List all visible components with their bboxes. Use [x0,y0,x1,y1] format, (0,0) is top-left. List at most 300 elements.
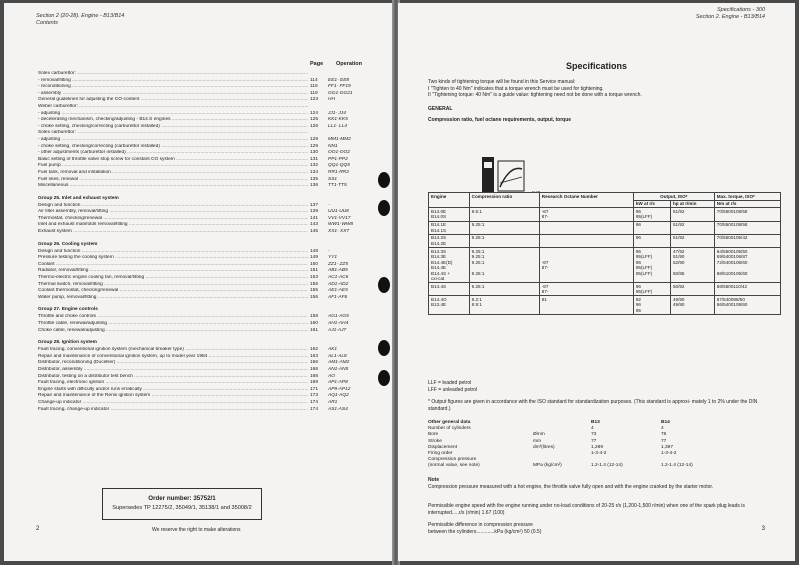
left-header-contents: Contents [36,20,59,26]
spec-cell-c: 8.2:1 8.9:1 [469,296,539,315]
contents-row [38,354,372,361]
row-title: - removal/fitting ..... [38,78,308,85]
row-title: Group 28. Ignition system [38,340,97,346]
row-operation: NN1 [328,143,338,149]
row-page: 173 [310,393,324,400]
contents-row [38,150,372,157]
row-title: - choke setting, checking/correcting (carburettor installed) ..... [38,144,308,151]
contents-row [38,163,372,170]
contents-row [38,97,372,104]
contents-row [38,400,372,407]
other-cell-l: Compression pressure [428,457,477,463]
row-page: 155 [310,288,324,295]
th-nm: Nm at r/s [714,200,780,208]
spec-cell-hp: 51/92 [670,221,714,234]
row-title: Thermostat, checking/renewal ..... [38,216,308,223]
contents-row [38,268,372,275]
other-data-row [428,463,728,469]
contents-row [38,117,372,124]
other-cell-b: 4 [661,426,664,432]
spec-cell-t: 70/5500105/42 [714,234,780,247]
row-title: Distributor, reconditioning (Ducellier) ..... [38,360,308,367]
row-title: Pressure testing the cooling system ..... [38,255,308,262]
row-operation: AD1-AD2 [328,281,349,287]
row-operation: QQ1-QQ5 [328,163,350,169]
row-operation: VV1-VV17 [328,215,351,221]
row-title: Throttle and choke controls ..... [38,314,308,321]
row-operation: AH1-AH4 [328,321,349,326]
spec-row [429,247,781,282]
engine-figure [482,157,554,195]
contents-row [38,347,372,354]
contents-row [38,157,372,164]
spec-cell-t: 64/5500105/50 69/5400106/87 72/5400108/60 68/5100105/60 [714,247,780,282]
note-text-2: Permissible engine speed with the engine running under no-load conditions of 20-25 r/s (1,200-1,500 r/min) when one of the spark plug leads is interrupted.....r/s (r/min) 1.67 (100) [428,503,745,516]
note-text-4: between the cylinders.............kPa (kg/cm²) 50 (0.5) [428,529,542,535]
right-page [398,3,795,561]
iso-footnote: * Output figures are given in accordance with the ISO standard for standardization purposes. (This standard is approxi- mately 1 to 2% under the DIN standard.) [428,399,758,412]
contents-row [38,275,372,282]
row-page: 169 [310,380,324,387]
figure-pump-window [484,162,492,168]
row-title: Throttle cable, renewal/adjusting ..... [38,321,308,328]
row-title: - choke setting, checking/correcting (carburettor installed) ..... [38,124,308,131]
row-page: 166 [310,367,324,374]
row-page: 114 [310,78,324,85]
other-cell-u: Ømm [533,432,545,438]
torque-intro [428,79,778,99]
other-cell-b: 77 [661,438,667,444]
other-cell-u: dm³(litres) [533,444,555,450]
spec-cell-r: -87 87- [539,208,633,221]
row-title: Radiator, removal/fitting ..... [38,268,308,275]
binder-hole [378,200,390,216]
spec-cell-t: 70/5500108/58 [714,208,780,221]
contents-group-heading [38,241,372,249]
contents-row [38,229,372,236]
contents-row [38,104,372,111]
contents-row [38,183,372,190]
right-page-number: 3 [761,526,765,532]
contents-row [38,380,372,387]
other-cell-b: 1-3-4-2 [661,450,677,456]
spec-row [429,234,781,247]
contents-list [38,61,372,413]
col-b13: B13 [591,420,600,425]
row-title: Water pump, removal/fitting ..... [38,295,308,302]
row-title: Group 27. Engine controls [38,307,98,313]
row-title: Miscellaneous ..... [38,183,308,190]
row-title: - adjusting ..... [38,111,308,118]
th-compression: Compression ratio [469,193,539,208]
row-operation: ZZ1- ZZ5 [328,261,348,267]
spec-cell-c: 9.25:1 9.25:1 9.25:1 9.25:1 [469,247,539,282]
spec-row [429,296,781,315]
spec-cell-hp: 47/92 51/90 52/90 50/85 [670,247,714,282]
row-operation: AK1 [328,347,338,353]
row-page: 128 [310,137,324,144]
other-cell-l: Number of cylinders [428,426,471,432]
other-cell-l: Firing order [428,450,453,456]
left-header [36,13,124,27]
row-operation: AG1-AG5 [328,314,349,320]
row-page: 156 [310,295,324,302]
contents-row [38,282,372,289]
row-page: 143 [310,222,324,229]
contents-row [38,111,372,118]
spec-table [428,192,781,315]
contents-row [38,262,372,269]
row-operation: FF1- FF19 [328,84,351,90]
contents-row [38,177,372,184]
other-cell-l: Bore [428,432,439,438]
row-title: Design and function ..... [38,249,308,256]
row-title: Air filter assembly, removal/fitting ..... [38,209,308,216]
contents-row [38,78,372,85]
spec-cell-r: -87 87- [539,283,633,296]
row-title: Solex carburettor: ..... [38,71,308,78]
binder-hole [378,370,390,386]
contents-row [38,374,372,381]
th-torque: Max. torque, ISO* [714,193,780,201]
contents-row [38,124,372,131]
row-operation: MM1-MM2 [328,136,351,142]
other-data-rows [428,426,728,469]
spec-cell-hp: 51/92 [670,208,714,221]
spec-cell-e: B14.0E B14.0S [429,208,470,221]
row-title: Repair and maintenance of the Renix ignition system ..... [38,393,308,400]
page-title: Specifications [565,61,628,71]
row-operation: SS1 [328,176,338,182]
spec-cell-r [539,234,633,247]
binder-hole [378,277,390,293]
row-operation: AR1 [328,399,338,405]
spec-cell-c: 9.25:1 [469,234,539,247]
row-operation: HH [328,97,335,103]
row-operation: XX1- XX7 [328,229,350,235]
row-page: 155 [310,282,324,289]
spec-cell-kw: 96 95(LFF) [633,283,670,296]
row-page: 136 [310,183,324,190]
row-operation: LL1- LL4 [328,123,347,129]
contents-row [38,91,372,98]
figure-label: M 106 [532,190,541,194]
row-operation: TT1-TT5 [328,183,347,189]
row-title: Fuel lines, renewal ..... [38,177,308,184]
row-page: 150 [310,262,324,269]
row-operation: UU1-UU8 [328,209,349,215]
row-title: Exhaust system ..... [38,229,308,236]
row-title: Engine starts with difficulty and/or runs erratically ..... [38,387,308,394]
row-page: 131 [310,157,324,164]
other-cell-l: Displacement [428,444,458,450]
spec-cell-e: B14.2S B14.2E [429,234,470,247]
contents-row [38,255,372,262]
left-header-section: Section 2 (20-28). Engine - B13/B14 [36,13,125,19]
spec-cell-e: B14.1E B14.1S [429,221,470,234]
th-kw: kW at r/s [633,200,670,208]
spec-cell-t: 70/5500108/58 [714,221,780,234]
row-page: 129 [310,144,324,151]
contents-row [38,249,372,256]
contents-row [38,367,372,374]
contents-row [38,321,372,328]
row-page: 160 [310,321,324,328]
row-title: Fuel tank, removal and installation ..... [38,170,308,177]
spec-cell-t: 67/540088/50 66/5400108/60 [714,296,780,315]
row-page: 158 [310,314,324,321]
row-title: Thermal switch, removal/fitting ..... [38,282,308,289]
figure-graph [498,161,524,191]
row-title: Solex carburettor: ..... [38,130,308,137]
spec-row [429,283,781,296]
row-page: 119 [310,91,324,98]
row-page: 149 [310,255,324,262]
row-page: 137 [310,203,324,210]
contents-row [38,295,372,302]
row-title: Distributor, testing on a distributor test bench ..... [38,374,308,381]
spec-cell-e: B14.4S [429,283,470,296]
spec-cell-hp: 51/92 [670,234,714,247]
row-page: 148 [310,249,324,256]
petrol-legend [428,380,778,393]
row-title: General guidelines for adjusting the CO-content ..... [38,97,308,104]
binder-hole [378,172,390,188]
order-number: Order number: 35752/1 [148,495,216,502]
spec-cell-hp: 49/90 49/90 [670,296,714,315]
order-box [102,488,262,520]
th-output: Output, ISO* [633,193,714,201]
other-cell-a: 1,289 [591,444,604,450]
spec-cell-c: 9.25:1 [469,283,539,296]
row-operation: KK1-KK5 [328,117,348,123]
contents-row [38,328,372,335]
col-b14: B14 [661,420,670,425]
intro-item-2: II "Tightening torque: 40 Nm" is a guide value: tightening need not be done with a torque wrench. [428,92,642,98]
general-heading: GENERAL [428,106,453,112]
th-hp: hp at r/min [670,200,714,208]
spec-cell-kw: 96 [633,221,670,234]
row-page: 135 [310,177,324,184]
row-page: 163 [310,354,324,361]
spec-cell-kw: 96 [633,234,670,247]
reserve-rights-text: We reserve the right to make alterations [152,527,241,533]
row-page: 153 [310,275,324,282]
row-page: 126 [310,124,324,131]
row-page: 151 [310,268,324,275]
binder-hole [378,340,390,356]
contents-row [38,222,372,229]
row-operation: JJ1- JJ4 [328,110,346,116]
contents-row [38,137,372,144]
spec-cell-r: -87 87- [539,247,633,282]
other-cell-a: 1.2-1.4 (12-14) [591,463,623,469]
spec-row [429,221,781,234]
contents-row [38,393,372,400]
other-cell-a: 4 [591,426,594,432]
row-title: - adjusting ..... [38,137,308,144]
other-cell-b: 1,397 [661,444,674,450]
right-header-spec: Specifications - 300 [717,7,765,13]
row-title: Fault tracing, conventional ignition system (mechanical breaker type) ..... [38,347,308,354]
row-page: 166 [310,360,324,367]
row-title: Thermo-electric engine cooling fan, removal/fitting ..... [38,275,308,282]
other-data-heading: Other general data [428,420,471,425]
contents-row [38,314,372,321]
spec-cell-r [539,221,633,234]
note-heading: Note [428,477,440,483]
row-page: 124 [310,111,324,118]
th-octane: Research Octane Number [539,193,633,208]
left-page-number: 2 [36,526,40,532]
spec-cell-t: 68/5500110/42 [714,283,780,296]
contents-row [38,288,372,295]
row-page: 132 [310,163,324,170]
row-operation: AO [328,373,335,379]
spec-cell-c: 9.25:1 [469,221,539,234]
row-page: 139 [310,209,324,216]
row-page: 130 [310,150,324,157]
other-cell-a: 1-3-4-2 [591,450,607,456]
other-cell-a: 73 [591,432,597,438]
contents-row [38,130,372,137]
other-cell-a: 77 [591,438,597,444]
note-text-3: Permissible difference in compression pressure [428,522,533,528]
intro-item-1: I "Tighten to 40 Nm" indicates that a torque wrench must be used for tightening. [428,85,604,92]
row-title: Basic setting of throttle valve stop screw for constant CO system ..... [38,157,308,164]
row-operation: AM1-AM2 [328,360,350,366]
note-text-1: Compression pressure measured with a hot engine, the throttle valve fully open and with the engine cranked by the starter motor. [428,484,714,490]
other-cell-l: Stroke [428,438,442,444]
row-operation: AP9-AP12 [328,386,351,392]
spec-cell-c: 9.5:1 [469,208,539,221]
contents-row [38,209,372,216]
col-operation-label: Operation [336,61,362,67]
row-title: Coolant thermostat, checking/renewal ..... [38,288,308,295]
spec-cell-hp: 50/92 [670,283,714,296]
col-page-label: Page [310,61,324,67]
spec-cell-kw: 92 96 95 [633,296,670,315]
other-cell-u: mm [533,438,541,444]
other-cell-l: (normal value, see note) [428,463,480,469]
row-operation: AL1-AL8 [328,353,347,359]
row-operation: AS1-AS4 [328,406,348,412]
contents-row [38,216,372,223]
row-operation: EE1- EE8 [328,77,350,83]
row-operation: AJ1-AJ7 [328,327,347,333]
row-operation: WW1-WW8 [328,222,354,228]
contents-group-heading [38,195,372,203]
contents-row [38,407,372,414]
spec-cell-r: 91 [539,296,633,315]
contents-row [38,203,372,210]
contents-row [38,71,372,78]
legend-leaded: LLF = leaded petrol [428,380,472,386]
row-page: 171 [310,387,324,394]
row-page: 141 [310,216,324,223]
row-operation: - [328,248,330,254]
contents-header [38,61,372,71]
contents-row [38,170,372,177]
spec-row [429,208,781,221]
spec-cell-kw: 96 95(LFF) 96 95(LFF) 95(LFF) [633,247,670,282]
subheading: Compression ratio, fuel octane requirements, output, torque [428,117,572,123]
right-header-section: Section 2. Engine - B13/B14 [695,14,765,20]
legend-unleaded: LFF = unleaded petrol [428,386,478,393]
row-operation: PP1-PP2 [328,156,348,162]
spec-table-body [429,208,781,315]
row-title: Weber carburettor: ..... [38,104,308,111]
supersedes-text: Supersedes TP 12275/2, 35049/1, 35138/1 and 35008/2 [112,505,252,511]
row-title: Fuel pump ..... [38,163,308,170]
row-title: - other adjustments (carburettor installed) ..... [38,150,308,157]
row-operation: AF1-AF6 [328,294,348,300]
contents-rows [38,71,372,413]
row-title: Fault tracing, change-up indicator ..... [38,407,308,414]
row-title: Design and function ..... [38,203,308,210]
row-page: 125 [310,117,324,124]
row-title: - assembly ..... [38,91,308,98]
row-title: - decelerating mechanism, checking/adjusting - B14.S engines ..... [38,117,308,124]
spec-cell-e: B14.3S B14.3E B14.4E(D) B14.4E B14.4S + cxi-cat [429,247,470,282]
row-title: - reconditioning ..... [38,84,308,91]
row-title: Choke cable, renewal/adjusting ..... [38,328,308,335]
row-title: Inlet and exhaust manifolds removal/fitting ..... [38,222,308,229]
other-data [428,420,728,470]
contents-row [38,84,372,91]
row-title: Coolant ..... [38,262,308,269]
row-operation: AE1-AE5 [328,288,348,294]
row-title: Group 26. Cooling system [38,241,98,247]
row-title: Change-up indicator ..... [38,400,308,407]
contents-row [38,144,372,151]
th-engine: Engine [429,193,470,208]
row-page: 123 [310,97,324,104]
row-operation: RR1-RR3 [328,169,349,175]
row-page: 168 [310,374,324,381]
row-page: 174 [310,400,324,407]
other-cell-b: 1.2-1.4 (12-14) [661,463,693,469]
row-title: Fault tracing, electronic ignition ..... [38,380,308,387]
row-title: Repair and maintenance of conventional ignition system, up to model year 1984 ..... [38,354,308,361]
row-page: 145 [310,229,324,236]
spec-cell-kw: 96 95(LFF) [633,208,670,221]
row-operation: - [328,202,330,208]
row-operation: OO1-OO2 [328,150,350,156]
row-page: 174 [310,407,324,414]
row-operation: AC1-AC6 [328,275,349,281]
other-cell-u: MPa (kg/cm²) [533,463,562,469]
row-page: 134 [310,170,324,177]
row-operation: YY1 [328,255,338,261]
contents-group-heading [38,306,372,314]
row-operation: AP1-AP8 [328,380,348,386]
contents-group-heading [38,339,372,347]
row-page: 161 [310,328,324,335]
row-page: 116 [310,84,324,91]
row-operation: GG1-GG21 [328,90,353,96]
row-operation: AN1-AN5 [328,366,349,372]
contents-row [38,360,372,367]
row-title: Group 25. Inlet and exhaust system [38,195,119,201]
intro-line: Two kinds of tightening torque will be found in this Service manual: [428,79,576,85]
left-page [4,3,394,561]
row-page: 162 [310,347,324,354]
contents-row [38,387,372,394]
spec-cell-e: B14.4O B13.4E [429,296,470,315]
other-cell-b: 76 [661,432,667,438]
row-operation: AB1-AB5 [328,268,348,274]
